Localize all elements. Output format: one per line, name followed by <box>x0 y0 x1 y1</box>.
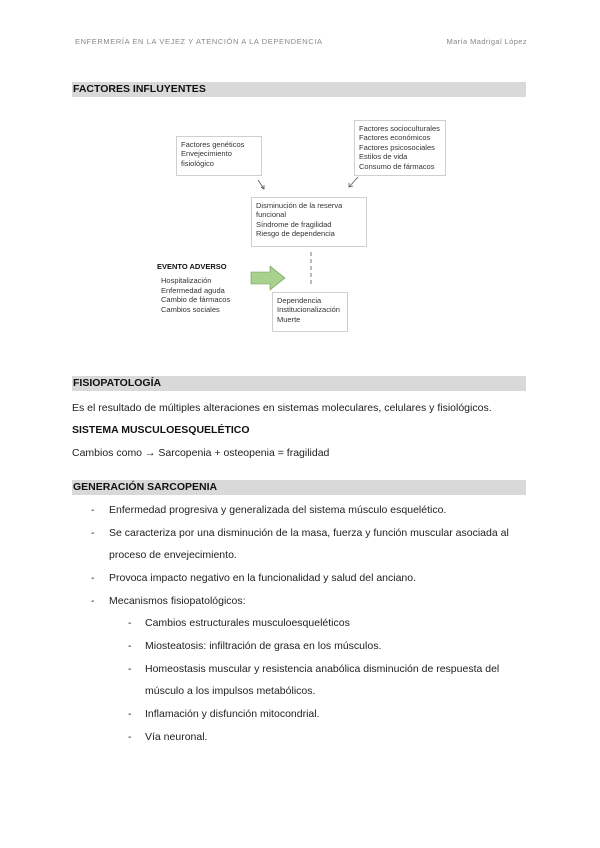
box-line: Factores genéticos <box>181 140 245 149</box>
box-line: Estilos de vida <box>359 152 408 162</box>
section-title-fisiopatologia: FISIOPATOLOGÍA <box>72 376 526 391</box>
section-title-factores: FACTORES INFLUYENTES <box>72 82 526 97</box>
green-arrow-icon <box>251 266 285 290</box>
box-line: funcional <box>256 210 287 220</box>
list-item-continuation: proceso de envejecimiento. <box>109 549 237 561</box>
box-line: Factores económicos <box>359 133 431 143</box>
list-item: Provoca impacto negativo en la funcionalidad y salud del anciano. <box>109 572 417 584</box>
bullet-dash: - <box>91 572 95 584</box>
event-adverse-label: EVENTO ADVERSO <box>157 262 227 271</box>
event-item: Cambios sociales <box>161 304 220 314</box>
box-line: Factores psicosociales <box>359 142 435 152</box>
event-item: Enfermedad aguda <box>161 285 225 295</box>
changes-text: Cambios como → Sarcopenia + osteopenia = fragilidad <box>72 447 330 459</box>
bullet-dash: - <box>91 527 95 539</box>
bullet-dash: - <box>91 504 95 516</box>
sub-list-item: Inflamación y disfunción mitocondrial. <box>145 708 320 720</box>
subtitle-musculoesqueletico: SISTEMA MUSCULOESQUELÉTICO <box>72 424 250 436</box>
sub-bullet-dash: - <box>128 731 132 743</box>
event-item: Cambio de fármacos <box>161 295 231 304</box>
box-line: Dependencia <box>277 296 322 305</box>
list-item: Enfermedad progresiva y generalizada del sistema músculo esquelético. <box>109 504 447 516</box>
header-author: María Madrigal López <box>446 37 527 46</box>
section-title-sarcopenia: GENERACIÓN SARCOPENIA <box>72 480 526 495</box>
fisiopatologia-intro: Es el resultado de múltiples alteraciones en sistemas moleculares, celulares y fisiológicos. <box>72 402 492 414</box>
list-item: Se caracteriza por una disminución de la masa, fuerza y función muscular asociada al <box>109 527 509 539</box>
box-line: fisiológico <box>181 158 214 168</box>
sub-bullet-dash: - <box>128 640 132 652</box>
bullet-dash: - <box>91 595 95 607</box>
sub-bullet-dash: - <box>128 617 132 629</box>
sub-list-item: Cambios estructurales musculoesqueléticos <box>145 617 350 629</box>
sub-list-item-continuation: músculo a los impulsos metabólicos. <box>145 685 316 697</box>
sub-bullet-dash: - <box>128 708 132 720</box>
box-line: Institucionalización <box>277 305 340 315</box>
sub-list-item: Miosteatosis: infiltración de grasa en los músculos. <box>145 640 382 652</box>
arrow-social-to-reserve <box>349 177 358 187</box>
list-item: Mecanismos fisiopatológicos: <box>109 595 246 607</box>
box-line: Riesgo de dependencia <box>256 229 335 239</box>
event-item: Hospitalización <box>161 276 212 285</box>
box-line: Factores socioculturales <box>359 124 440 133</box>
sub-bullet-dash: - <box>128 663 132 675</box>
header-title: ENFERMERÍA EN LA VEJEZ Y ATENCIÓN A LA DEPENDENCIA <box>75 37 323 46</box>
box-line: Disminución de la reserva <box>256 201 343 210</box>
box-line: Envejecimiento <box>181 149 232 159</box>
box-line: Muerte <box>277 314 301 324</box>
sub-list-item: Homeostasis muscular y resistencia anabólica disminución de respuesta del <box>145 663 500 675</box>
arrow-genetic-to-reserve <box>258 180 264 189</box>
box-line: Consumo de fármacos <box>359 161 435 171</box>
box-line: Síndrome de fragilidad <box>256 219 332 229</box>
sub-list-item: Vía neuronal. <box>145 731 208 743</box>
